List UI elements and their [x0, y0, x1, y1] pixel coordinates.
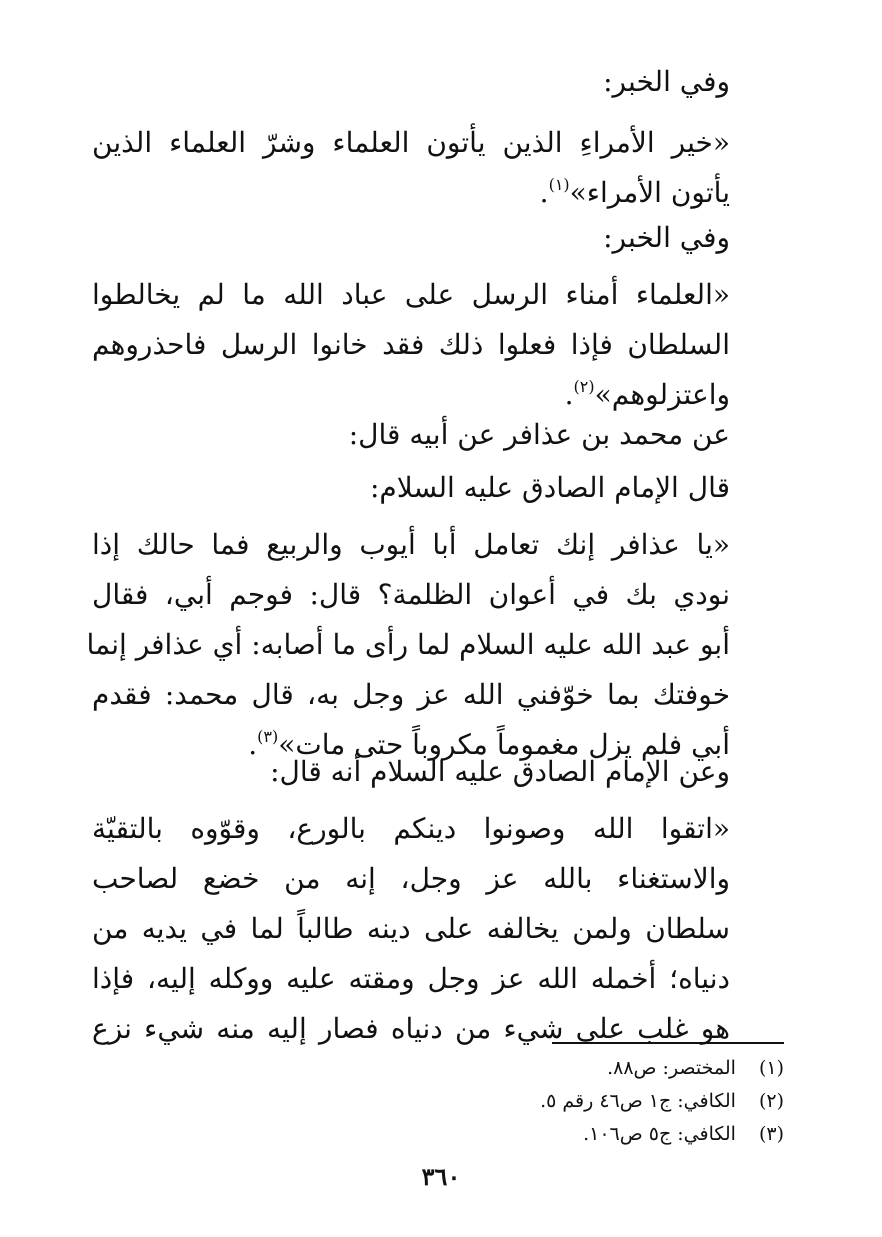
intro-text: وفي الخبر:	[603, 221, 730, 254]
footnote-number: (١)	[758, 1057, 784, 1079]
footnotes	[364, 1052, 784, 1151]
footnote-text: الكافي: ج١ ص٤٦ رقم ٥.	[540, 1090, 736, 1112]
sentence-end: .	[248, 728, 258, 761]
quote-line	[92, 370, 730, 420]
quote-line: نودي بك في أعوان الظلمة؟ قال: فوجم أبي، فقال	[92, 578, 730, 611]
quote-line: «يا عذافر إنك تعامل أبا أيوب والربيع فما حالك إذا	[92, 528, 730, 561]
intro-text: وفي الخبر:	[603, 65, 730, 98]
footnote-ref: (٣)	[257, 727, 279, 746]
page-number: ٣٦٠	[421, 1162, 461, 1191]
quote-line: «العلماء أمناء الرسل على عباد الله ما لم يخالطوا	[92, 278, 730, 311]
quote-line: هو غلب على شيء من دنياه فصار إليه منه شيء نزع	[92, 1012, 730, 1045]
footnote-number: (٢)	[758, 1090, 784, 1112]
footnote-text: الكافي: ج٥ ص١٠٦.	[583, 1123, 736, 1145]
quote-line: والاستغناء بالله عز وجل، إنه من خضع لصاحب	[92, 862, 730, 895]
quote-line: «اتقوا الله وصونوا دينكم بالورع، وقوّوه بالتقيّة	[92, 812, 730, 845]
quote-block	[92, 118, 730, 218]
quote-line	[92, 168, 730, 218]
quote-line: خوفتك بما خوّفني الله عز وجل به، قال محمد: فقدم	[92, 678, 730, 711]
sentence-end: .	[539, 176, 549, 209]
quote-line: سلطان ولمن يخالفه على دينه طالباً لما في يديه من	[92, 912, 730, 945]
intro-text: عن محمد بن عذافر عن أبيه قال:	[348, 418, 730, 451]
quote-block	[86, 520, 730, 770]
footnote-text: المختصر: ص٨٨.	[607, 1057, 736, 1079]
quote-line-text: يأتون الأمراء»	[569, 176, 730, 209]
quote-block	[92, 804, 730, 1054]
intro-line	[110, 62, 730, 102]
footnote-ref: (٢)	[573, 377, 595, 396]
footnote-item	[364, 1052, 784, 1085]
footnote-item	[364, 1085, 784, 1118]
intro-line	[110, 752, 730, 792]
sentence-end: .	[564, 378, 574, 411]
quote-line-text: واعتزلوهم»	[594, 378, 730, 411]
quote-line: السلطان فإذا فعلوا ذلك فقد خانوا الرسل فاحذروهم	[92, 328, 730, 361]
intro-text: وعن الإمام الصادق عليه السلام أنه قال:	[270, 755, 730, 788]
quote-line: دنياه؛ أخمله الله عز وجل ومقته عليه ووكله إليه، فإذا	[92, 962, 730, 995]
intro-line	[110, 468, 730, 508]
footnote-number: (٣)	[758, 1123, 784, 1145]
intro-line	[110, 415, 730, 455]
intro-line	[110, 218, 730, 258]
footnote-ref: (١)	[548, 175, 570, 194]
quote-block	[92, 270, 730, 420]
intro-text: قال الإمام الصادق عليه السلام:	[370, 471, 730, 504]
quote-line: «خير الأمراءِ الذين يأتون العلماء وشرّ العلماء الذين	[92, 126, 730, 159]
footnote-divider	[552, 1042, 784, 1044]
quote-line-text: أبي فلم يزل مغموماً مكروباً حتى مات»	[278, 728, 730, 761]
footnote-item	[364, 1118, 784, 1151]
quote-line: أبو عبد الله عليه السلام لما رأى ما أصابه: أي عذافر إنما	[86, 628, 730, 661]
